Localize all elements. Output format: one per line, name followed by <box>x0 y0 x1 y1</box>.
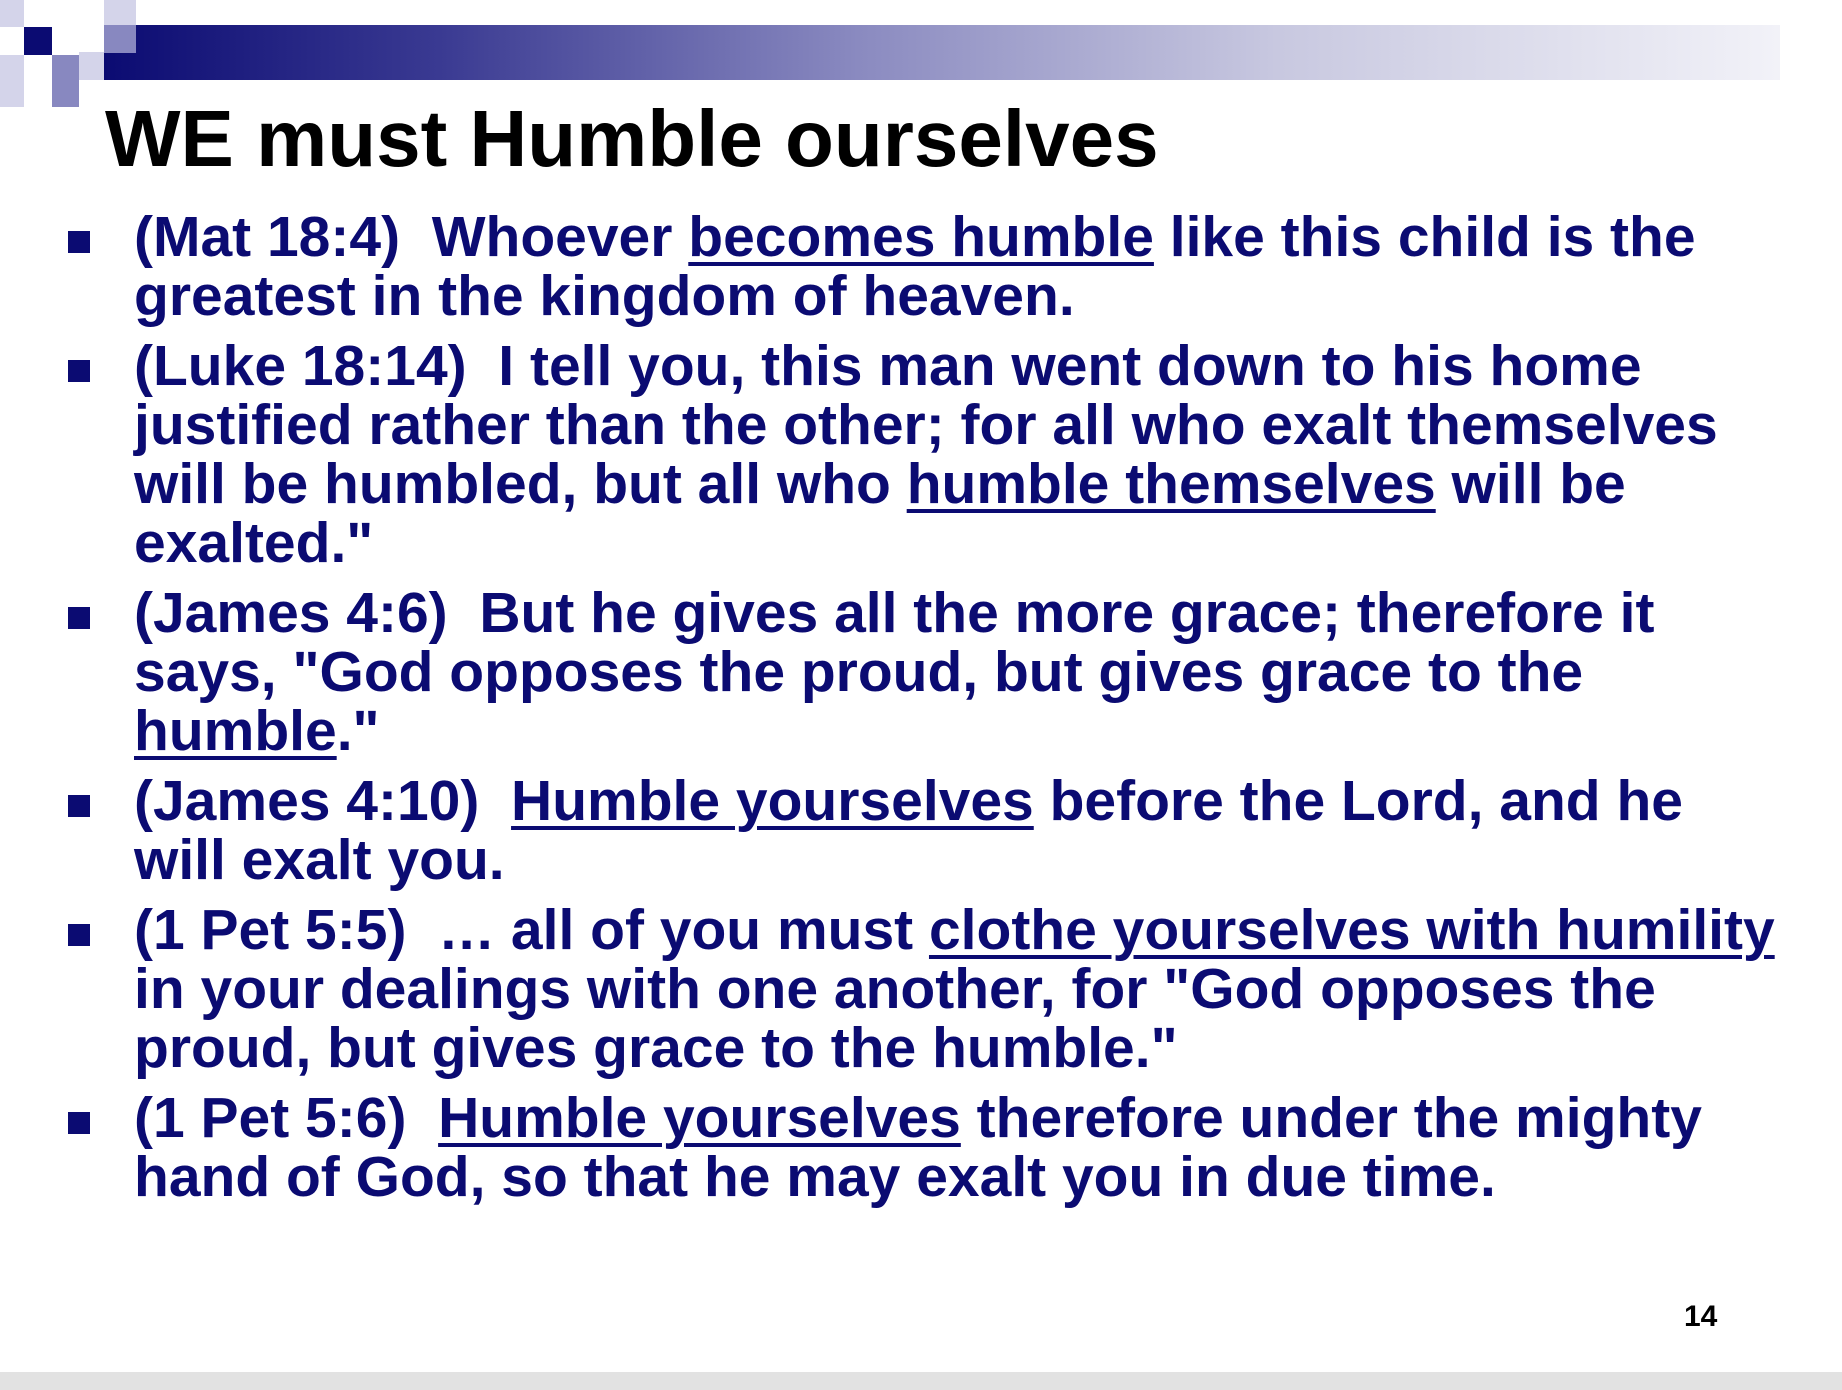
bullet-text: in your dealings with one another, for "God opposes the proud, but gives grace to the humble." <box>134 898 1791 1080</box>
bullet-text: ." <box>336 699 380 763</box>
slide-title: WE must Humble ourselves <box>105 94 1159 183</box>
square-bullet-icon <box>68 795 90 817</box>
underlined-text: humble themselves <box>906 452 1436 516</box>
bullet-text: (James 4:10) <box>134 769 512 833</box>
underlined-text: humble <box>134 699 337 763</box>
underlined-text: Humble yourselves <box>438 1086 961 1150</box>
bullet-text: before the Lord, and he will exalt you. <box>134 769 1699 892</box>
underlined-text: clothe yourselves with humility <box>928 898 1775 962</box>
underlined-text: Humble yourselves <box>511 769 1034 833</box>
bullet-item <box>0 898 1842 1080</box>
bullet-text: like this child is the greatest in the kingdom of heaven. <box>134 205 1712 328</box>
square-bullet-icon <box>68 924 90 946</box>
bullet-item <box>0 581 1842 763</box>
bullet-list <box>0 205 1842 1218</box>
bullet-text: (1 Pet 5:6) <box>134 1086 439 1150</box>
square-bullet-icon <box>68 1112 90 1134</box>
decor-square <box>24 27 52 55</box>
bullet-text: (1 Pet 5:5) … all of you must <box>134 898 929 962</box>
square-bullet-icon <box>68 607 90 629</box>
underlined-text: becomes humble <box>688 205 1154 269</box>
decor-square <box>0 55 24 107</box>
bullet-text: (Luke 18:14) I tell you, this man went down to his home justified rather than the other; for all who exalt themselves will be humbled, but all who <box>134 334 1734 516</box>
square-bullet-icon <box>68 231 90 253</box>
decor-square <box>0 0 24 27</box>
bullet-text: (James 4:6) But he gives all the more grace; therefore it says, "God opposes the proud, but gives grace to the <box>134 581 1671 704</box>
bullet-item <box>0 334 1842 575</box>
bullet-text: therefore under the mighty hand of God, so that he may exalt you in due time. <box>134 1086 1718 1209</box>
bullet-item <box>0 769 1842 892</box>
decor-square <box>104 0 136 27</box>
decor-square <box>79 52 104 80</box>
square-bullet-icon <box>68 360 90 382</box>
bullet-text: will be exalted." <box>134 452 1642 575</box>
bullet-item <box>0 1086 1842 1209</box>
decor-square <box>52 55 79 107</box>
page-number: 14 <box>1684 1300 1718 1333</box>
bullet-text: (Mat 18:4) Whoever <box>134 205 689 269</box>
decor-square <box>104 25 136 53</box>
header-gradient-bar <box>104 25 1780 80</box>
bottom-border <box>0 1372 1842 1390</box>
decor-square <box>24 0 52 27</box>
bullet-item <box>0 205 1842 328</box>
